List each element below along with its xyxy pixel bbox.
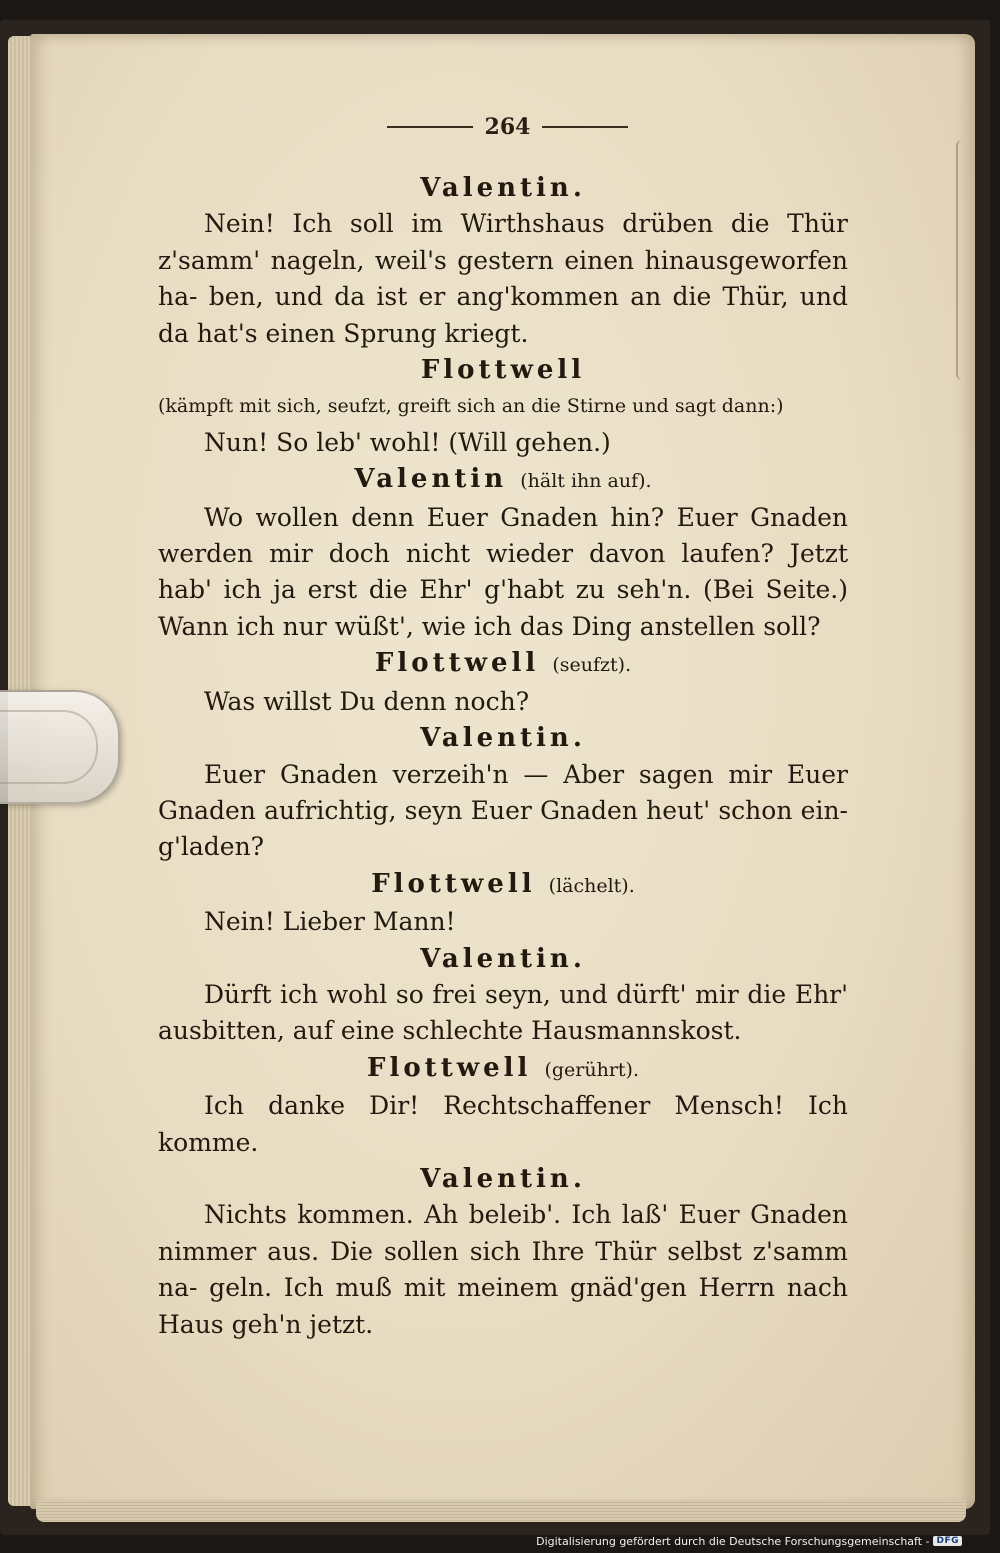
speech-paragraph: Nein! Lieber Mann! — [204, 907, 456, 937]
speech-paragraph: Nichts kommen. Ah beleib'. Ich laß' Euer Gnaden nimmer aus. Die sollen sich Ihre Thür selbst z'samm na- geln. Ich muß mit meinem gnäd'gen Herrn nach Haus geh'n jetzt. — [158, 1200, 848, 1339]
stage-direction: (hält ihn auf). — [520, 470, 652, 493]
speaker-name: Flottwell — [371, 868, 536, 899]
speaker-heading — [158, 1050, 848, 1088]
speech-paragraph: Nun! So leb' wohl! (Will gehen.) — [204, 427, 611, 457]
play-text — [158, 170, 848, 1343]
speaker-heading — [158, 1161, 848, 1197]
stage-direction: (gerührt). — [544, 1058, 639, 1081]
speaker-heading — [158, 941, 848, 977]
speech-paragraph: Euer Gnaden verzeih'n — Aber sagen mir Euer Gnaden aufrichtig, seyn Euer Gnaden heut' schon ein- g'laden? — [158, 759, 848, 862]
page-number: 264 — [484, 114, 531, 140]
stage-direction: (lächelt). — [548, 874, 635, 897]
speaker-heading — [158, 461, 848, 499]
speaker-name: Flottwell — [420, 355, 586, 386]
header-rule-right — [542, 126, 628, 128]
stage-direction: (seufzt). — [552, 654, 632, 677]
speaker-name: Valentin — [354, 464, 508, 495]
right-margin-marks — [956, 140, 972, 380]
speaker-name: Valentin. — [420, 173, 586, 203]
stage-direction-line: (kämpft mit sich, seufzt, greift sich an die Stirne und sagt dann:) — [158, 395, 784, 418]
speech-paragraph: Was willst Du denn noch? — [204, 686, 530, 716]
speaker-name: Valentin. — [420, 1163, 586, 1194]
speech-paragraph: Dürft ich wohl so frei seyn, und dürft' mir die Ehr' ausbitten, auf eine schlechte Hausmannskost. — [158, 979, 848, 1046]
speech-paragraph: Ich danke Dir! Rechtschaffener Mensch! Ich komme. — [158, 1091, 848, 1157]
footer-credit — [536, 1533, 962, 1549]
page-clip-inner — [0, 710, 98, 784]
dfg-logo: DFG — [933, 1536, 962, 1546]
speech-paragraph: Nein! Ich soll im Wirthshaus drüben die Thür z'samm' nageln, weil's gestern einen hinausgeworfen ha- ben, und da ist er ang'kommen an die Thür, und da hat's einen Sprung kriegt. — [158, 209, 848, 348]
speaker-heading — [158, 645, 848, 683]
speaker-heading — [158, 170, 848, 206]
speaker-heading — [158, 720, 848, 756]
page-edges-bottom — [36, 1500, 966, 1522]
speaker-name: Flottwell — [374, 648, 540, 679]
header-rule-left — [387, 126, 473, 128]
footer-credit-text: Digitalisierung gefördert durch die Deutsche Forschungsgemeinschaft - — [536, 1534, 930, 1548]
speaker-name: Valentin. — [420, 723, 586, 754]
page-clip — [0, 690, 120, 804]
speaker-name: Valentin. — [420, 943, 586, 974]
speaker-heading — [158, 352, 848, 388]
speaker-name: Flottwell — [367, 1052, 532, 1083]
speaker-heading — [158, 866, 848, 904]
page-header — [385, 112, 630, 142]
speech-paragraph: Wo wollen denn Euer Gnaden hin? Euer Gnaden werden mir doch nicht wieder davon laufen? Jetzt hab' ich ja erst die Ehr' g'habt zu seh'n. (Bei Seite.) Wann ich nur wüßt', wie ich das Ding anstellen soll? — [158, 502, 848, 641]
